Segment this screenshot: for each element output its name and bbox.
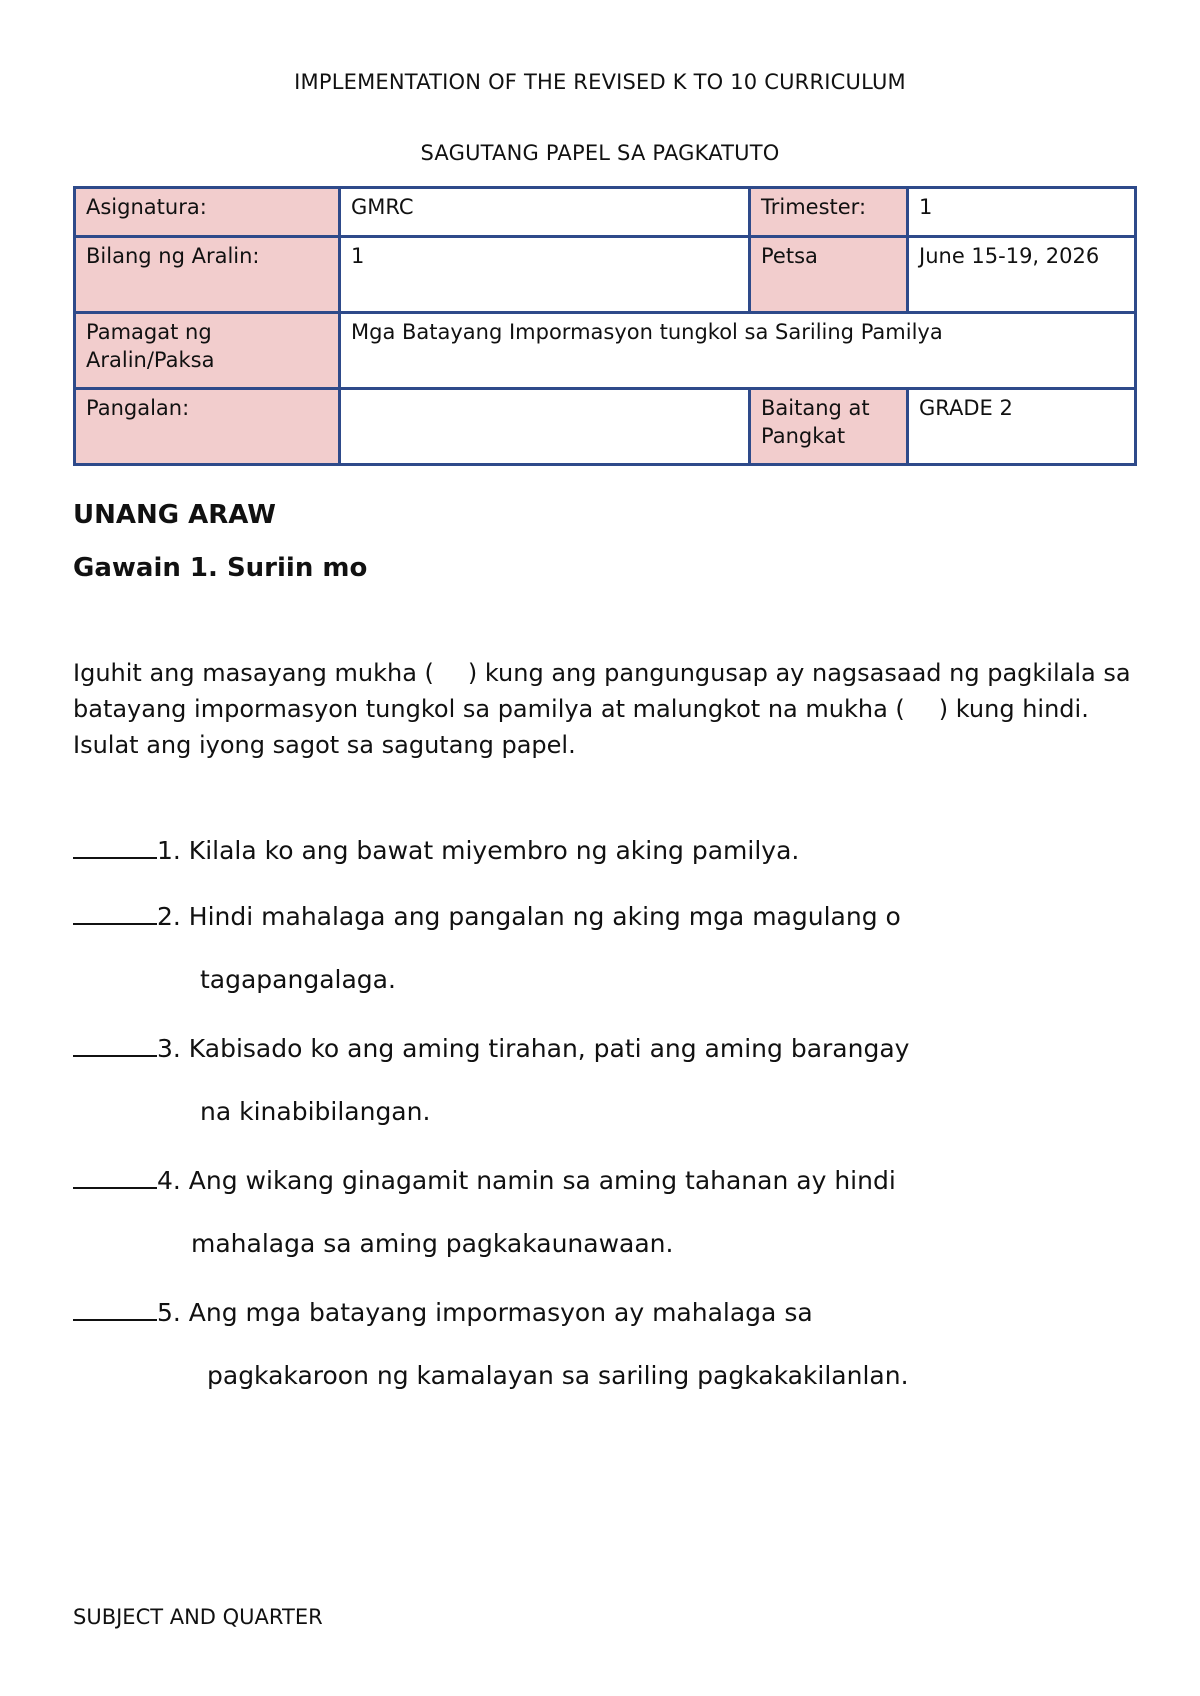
date-value: June 15-19, 2026 <box>908 237 1136 313</box>
answer-blank[interactable] <box>73 833 157 859</box>
question-text: 4. Ang wikang ginagamit namin sa aming tahanan ay hindi <box>157 1166 896 1195</box>
question-item <box>73 1163 896 1195</box>
curriculum-header: IMPLEMENTATION OF THE REVISED K TO 10 CURRICULUM <box>294 70 906 94</box>
question-continuation: pagkakaroon ng kamalayan sa sariling pagkakakilanlan. <box>207 1361 909 1390</box>
question-text: 3. Kabisado ko ang aming tirahan, pati ang aming barangay <box>157 1034 910 1063</box>
lesson-number-value: 1 <box>340 237 750 313</box>
question-text: 5. Ang mga batayang impormasyon ay mahalaga sa <box>157 1298 813 1327</box>
question-continuation: mahalaga sa aming pagkakaunawaan. <box>191 1229 674 1258</box>
lesson-info-table <box>73 186 1137 466</box>
answer-blank[interactable] <box>73 1295 157 1321</box>
name-label: Pangalan: <box>75 389 340 465</box>
subject-label: Asignatura: <box>75 188 340 237</box>
grade-section-value: GRADE 2 <box>908 389 1136 465</box>
day-heading: UNANG ARAW <box>73 500 276 530</box>
instructions-part-1: Iguhit ang masayang mukha ( <box>73 659 434 687</box>
lesson-number-label: Bilang ng Aralin: <box>75 237 340 313</box>
subject-value: GMRC <box>340 188 750 237</box>
worksheet-title: SAGUTANG PAPEL SA PAGKATUTO <box>420 141 780 165</box>
lesson-title-label: Pamagat ng Aralin/Paksa <box>75 313 340 389</box>
instructions-part-3: ) kung hindi. Isulat ang iyong sagot sa sagutang papel. <box>73 695 1089 759</box>
question-continuation: na kinabibilangan. <box>200 1097 431 1126</box>
question-item <box>73 833 799 865</box>
lesson-title-value: Mga Batayang Impormasyon tungkol sa Sariling Pamilya <box>340 313 1136 389</box>
name-field[interactable] <box>340 389 750 465</box>
question-item <box>73 1031 909 1063</box>
date-label: Petsa <box>750 237 908 313</box>
question-item <box>73 899 901 931</box>
question-continuation: tagapangalaga. <box>200 965 396 994</box>
answer-blank[interactable] <box>73 1163 157 1189</box>
trimester-label: Trimester: <box>750 188 908 237</box>
instructions-part-2: ) kung ang pangungusap ay nagsasaad ng pagkilala sa batayang impormasyon tungkol sa pamilya at malungkot na mukha ( <box>73 659 1131 723</box>
answer-blank[interactable] <box>73 1031 157 1057</box>
answer-blank[interactable] <box>73 899 157 925</box>
grade-section-label: Baitang at Pangkat <box>750 389 908 465</box>
question-text: 1. Kilala ko ang bawat miyembro ng aking pamilya. <box>157 836 800 865</box>
activity-instructions <box>73 655 1143 763</box>
activity-heading: Gawain 1. Suriin mo <box>73 553 368 583</box>
trimester-value: 1 <box>908 188 1136 237</box>
page-footer: SUBJECT AND QUARTER <box>73 1605 323 1629</box>
question-text: 2. Hindi mahalaga ang pangalan ng aking mga magulang o <box>157 902 901 931</box>
question-item <box>73 1295 813 1327</box>
